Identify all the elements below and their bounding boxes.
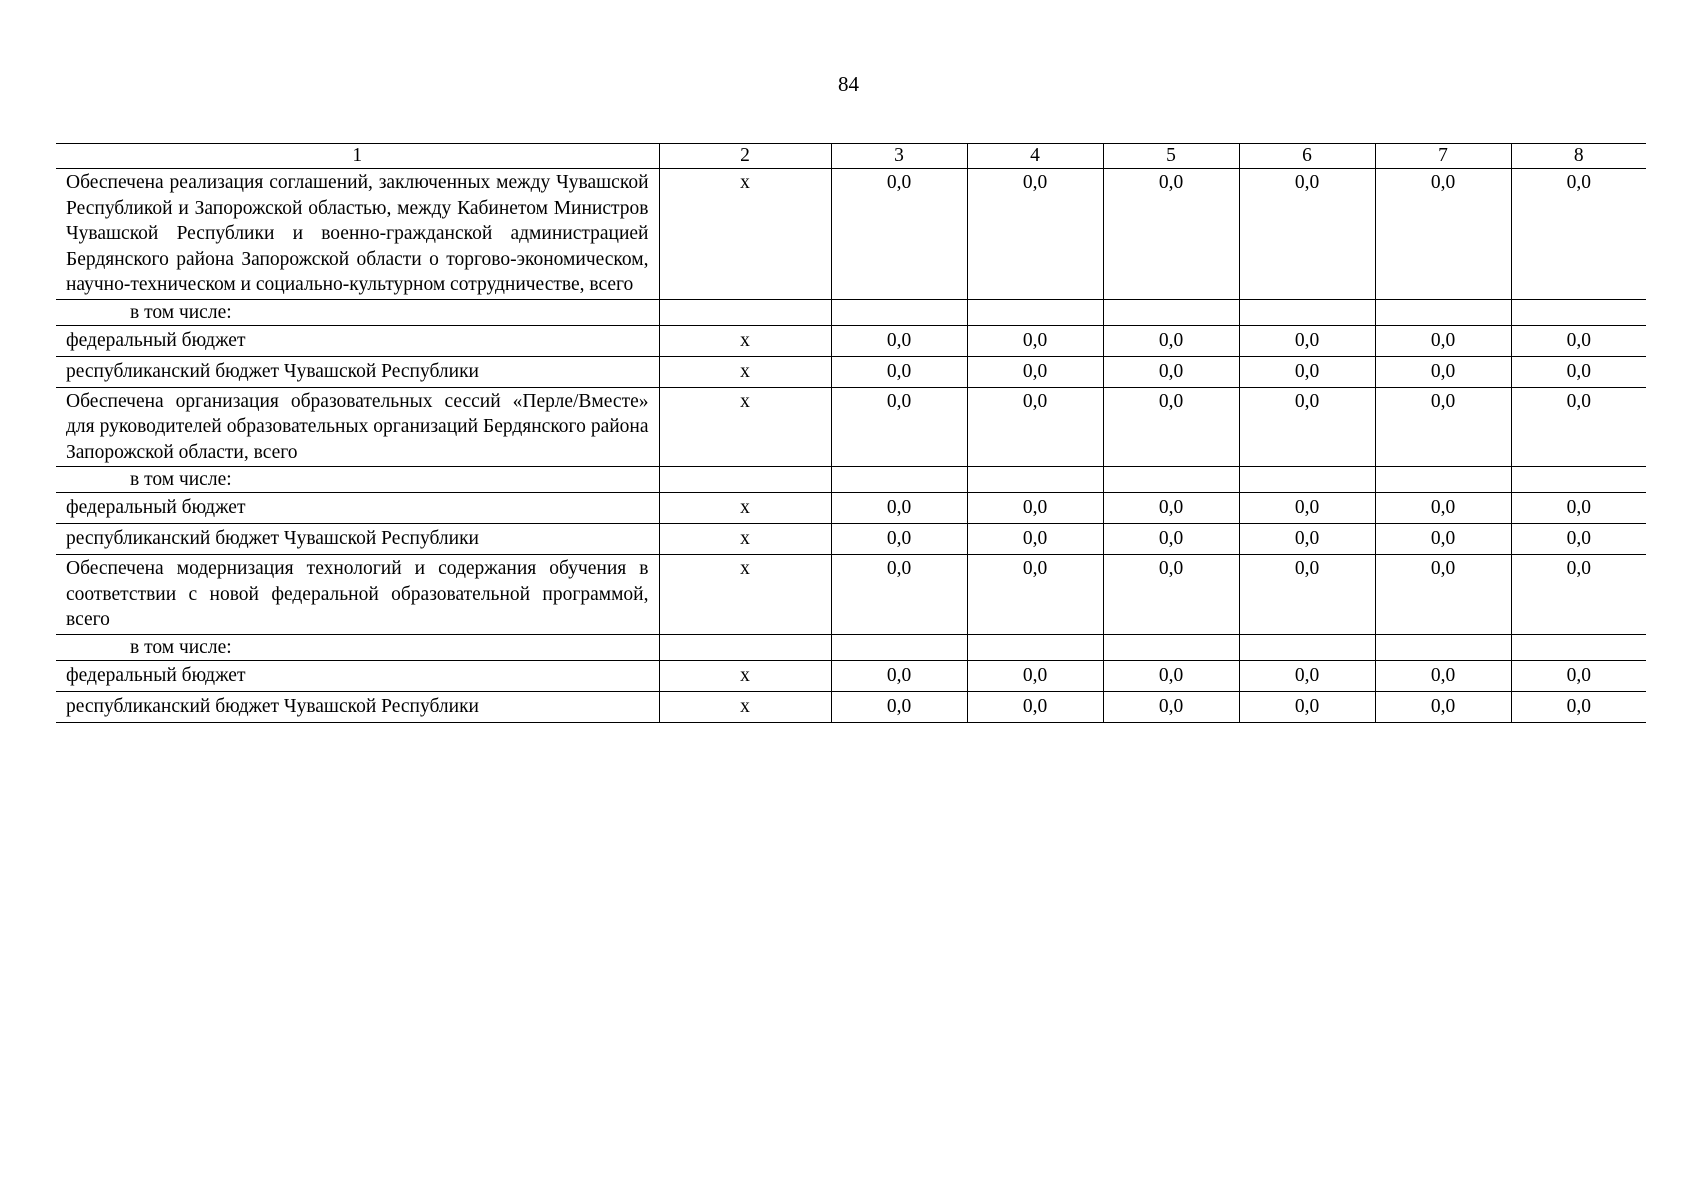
budget-source-row [56,660,1646,691]
empty-cell [1375,467,1511,493]
empty-cell [967,467,1103,493]
value-cell: 0,0 [967,555,1103,635]
subheader-row [56,299,1646,325]
column-header: 7 [1375,144,1511,169]
value-cell: 0,0 [1375,524,1511,555]
empty-cell [967,299,1103,325]
row-label: в том числе: [56,634,659,660]
value-cell: 0,0 [967,356,1103,387]
column-2-cell: х [659,555,831,635]
value-cell: 0,0 [1511,660,1646,691]
value-cell: 0,0 [831,660,967,691]
value-cell: 0,0 [967,325,1103,356]
empty-cell [1103,467,1239,493]
value-cell: 0,0 [1239,691,1375,722]
value-cell: 0,0 [967,524,1103,555]
row-label: в том числе: [56,467,659,493]
row-label: федеральный бюджет [56,325,659,356]
empty-cell [831,467,967,493]
row-label: Обеспечена организация образовательных сессий «Перле/Вместе» для руководителей образовательных организаций Бердянского района Запорожской области, всего [56,387,659,467]
empty-cell [659,634,831,660]
value-cell: 0,0 [1511,325,1646,356]
subheader-row [56,634,1646,660]
row-label: федеральный бюджет [56,660,659,691]
value-cell: 0,0 [1239,169,1375,300]
row-label: республиканский бюджет Чувашской Республики [56,524,659,555]
event-row [56,169,1646,300]
value-cell: 0,0 [1103,555,1239,635]
column-2-cell: х [659,691,831,722]
empty-cell [831,299,967,325]
value-cell: 0,0 [831,387,967,467]
value-cell: 0,0 [1239,660,1375,691]
value-cell: 0,0 [1375,555,1511,635]
value-cell: 0,0 [831,524,967,555]
empty-cell [1375,634,1511,660]
empty-cell [1239,299,1375,325]
empty-cell [831,634,967,660]
value-cell: 0,0 [1239,356,1375,387]
column-header: 5 [1103,144,1239,169]
empty-cell [1511,299,1646,325]
value-cell: 0,0 [831,169,967,300]
empty-cell [967,634,1103,660]
value-cell: 0,0 [967,387,1103,467]
value-cell: 0,0 [967,169,1103,300]
empty-cell [1103,299,1239,325]
budget-source-row [56,493,1646,524]
column-2-cell: х [659,387,831,467]
budget-source-row [56,691,1646,722]
column-2-cell: х [659,524,831,555]
empty-cell [659,299,831,325]
value-cell: 0,0 [831,691,967,722]
empty-cell [1511,634,1646,660]
value-cell: 0,0 [1103,325,1239,356]
value-cell: 0,0 [1511,493,1646,524]
value-cell: 0,0 [1511,524,1646,555]
value-cell: 0,0 [1511,169,1646,300]
value-cell: 0,0 [1375,356,1511,387]
column-header: 3 [831,144,967,169]
value-cell: 0,0 [1511,555,1646,635]
column-2-cell: х [659,493,831,524]
value-cell: 0,0 [1375,387,1511,467]
table-body [56,144,1646,723]
row-label: Обеспечена реализация соглашений, заключенных между Чувашской Республикой и Запорожской областью, между Кабинетом Министров Чувашской Республики и военно-гражданской администрацией Бердянского района Запорожской области о торгово-экономическом, научно-техническом и социально-культурном сотрудничестве, всего [56,169,659,300]
value-cell: 0,0 [831,555,967,635]
value-cell: 0,0 [1511,387,1646,467]
value-cell: 0,0 [1239,387,1375,467]
empty-cell [1103,634,1239,660]
value-cell: 0,0 [1103,387,1239,467]
subheader-row [56,467,1646,493]
value-cell: 0,0 [1103,524,1239,555]
value-cell: 0,0 [1103,660,1239,691]
page-number: 84 [838,72,859,96]
column-2-cell: х [659,325,831,356]
value-cell: 0,0 [1511,691,1646,722]
value-cell: 0,0 [1103,691,1239,722]
empty-cell [1239,467,1375,493]
column-header: 8 [1511,144,1646,169]
value-cell: 0,0 [1103,493,1239,524]
column-header: 2 [659,144,831,169]
value-cell: 0,0 [1103,356,1239,387]
row-label: республиканский бюджет Чувашской Республики [56,691,659,722]
event-row [56,387,1646,467]
event-row [56,555,1646,635]
value-cell: 0,0 [1239,325,1375,356]
value-cell: 0,0 [1375,660,1511,691]
budget-source-row [56,356,1646,387]
value-cell: 0,0 [967,660,1103,691]
value-cell: 0,0 [967,493,1103,524]
value-cell: 0,0 [1239,493,1375,524]
column-header: 4 [967,144,1103,169]
row-label: федеральный бюджет [56,493,659,524]
column-number-row [56,144,1646,169]
column-2-cell: х [659,169,831,300]
value-cell: 0,0 [1375,493,1511,524]
column-header: 6 [1239,144,1375,169]
value-cell: 0,0 [831,493,967,524]
value-cell: 0,0 [831,325,967,356]
column-header: 1 [56,144,659,169]
budget-source-row [56,524,1646,555]
value-cell: 0,0 [1103,169,1239,300]
value-cell: 0,0 [1375,169,1511,300]
empty-cell [659,467,831,493]
budget-table [56,143,1646,723]
column-2-cell: х [659,356,831,387]
value-cell: 0,0 [831,356,967,387]
value-cell: 0,0 [1239,555,1375,635]
value-cell: 0,0 [1375,691,1511,722]
row-label: в том числе: [56,299,659,325]
column-2-cell: х [659,660,831,691]
value-cell: 0,0 [1375,325,1511,356]
row-label: республиканский бюджет Чувашской Республики [56,356,659,387]
value-cell: 0,0 [1511,356,1646,387]
empty-cell [1511,467,1646,493]
row-label: Обеспечена модернизация технологий и содержания обучения в соответствии с новой федеральной образовательной программой, всего [56,555,659,635]
empty-cell [1239,634,1375,660]
budget-source-row [56,325,1646,356]
value-cell: 0,0 [1239,524,1375,555]
value-cell: 0,0 [967,691,1103,722]
empty-cell [1375,299,1511,325]
